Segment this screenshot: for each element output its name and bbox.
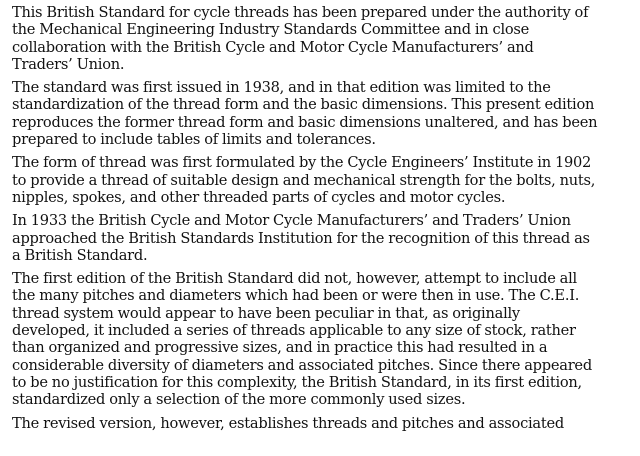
- paragraph-2: [12, 79, 640, 148]
- text-line: standardized only a selection of the more commonly used sizes.: [12, 391, 466, 409]
- text-line: approached the British Standards Institution for the recognition of this thread as: [12, 229, 590, 247]
- text-line: the many pitches and diameters which had been or were then in use. The C.E.I.: [12, 287, 580, 305]
- text-line: to be no justification for this complexity, the British Standard, in its first edition,: [12, 373, 582, 391]
- text-line: nipples, spokes, and other threaded parts of cycles and motor cycles.: [12, 188, 506, 206]
- text-line: Traders’ Union.: [12, 55, 125, 73]
- paragraph-6: [12, 415, 640, 432]
- paragraph-5: [12, 270, 640, 408]
- text-line: This British Standard for cycle threads has been prepared under the authority of: [12, 4, 589, 21]
- text-line: developed, it included a series of threads applicable to any size of stock, rather: [12, 322, 576, 340]
- text-line: The standard was first issued in 1938, and in that edition was limited to the: [12, 79, 551, 97]
- paragraph-4: [12, 212, 640, 264]
- paragraph-1: [12, 4, 640, 73]
- text-line: In 1933 the British Cycle and Motor Cycle Manufacturers’ and Traders’ Union: [12, 212, 571, 230]
- text-line: The form of thread was first formulated by the Cycle Engineers’ Institute in 1902: [12, 154, 592, 172]
- text-line: collaboration with the British Cycle and Motor Cycle Manufacturers’ and: [12, 38, 534, 56]
- text-line: The first edition of the British Standard did not, however, attempt to include all: [12, 270, 577, 288]
- paragraph-3: [12, 154, 640, 206]
- text-line: a British Standard.: [12, 246, 148, 264]
- text-line: considerable diversity of diameters and associated pitches. Since there appeared: [12, 356, 592, 374]
- text-line: standardization of the thread form and the basic dimensions. This present edition: [12, 96, 595, 114]
- text-line: prepared to include tables of limits and tolerances.: [12, 131, 376, 149]
- text-line: thread system would appear to have been peculiar in that, as originally: [12, 304, 520, 322]
- text-line: reproduces the former thread form and basic dimensions unaltered, and has been: [12, 113, 598, 131]
- text-line: than organized and progressive sizes, and in practice this had resulted in a: [12, 339, 548, 357]
- text-line: The revised version, however, establishes threads and pitches and associated: [12, 414, 564, 432]
- text-line: to provide a thread of suitable design and mechanical strength for the bolts, nuts,: [12, 171, 596, 189]
- text-line: the Mechanical Engineering Industry Standards Committee and in close: [12, 21, 530, 39]
